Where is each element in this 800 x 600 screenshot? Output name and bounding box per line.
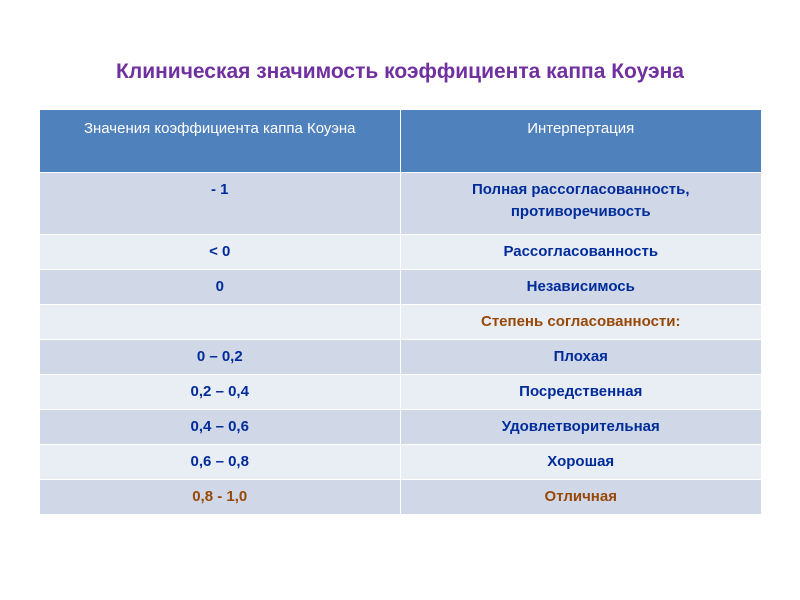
cell-value: 0 – 0,2 [40,339,400,374]
table-row [40,479,761,514]
table-row [40,374,761,409]
cell-interpretation: Отличная [400,479,761,514]
cell-value: 0 [40,269,400,304]
cell-value: 0,8 - 1,0 [40,479,400,514]
cell-value: 0,6 – 0,8 [40,444,400,479]
cell-value: < 0 [40,234,400,269]
slide-title: Клиническая значимость коэффициента каппа Коуэна [116,60,684,83]
cell-value: 0,4 – 0,6 [40,409,400,444]
table-row [40,234,761,269]
cell-interpretation: Плохая [400,339,761,374]
cell-interpretation: Хорошая [400,444,761,479]
header-values: Значения коэффициента каппа Коуэна [40,110,400,172]
cell-interpretation: Полная рассогласованность, противоречивость [400,172,761,234]
table-header-row [40,110,761,172]
cell-value: 0,2 – 0,4 [40,374,400,409]
table-row [40,339,761,374]
table-row [40,409,761,444]
table-row [40,269,761,304]
cell-interpretation: Степень согласованности: [400,304,761,339]
cell-value [40,304,400,339]
table-row [40,444,761,479]
cell-interpretation: Рассогласованность [400,234,761,269]
header-interpretation: Интерпертация [400,110,761,172]
table-row [40,172,761,234]
cell-interpretation: Посредственная [400,374,761,409]
table-row [40,304,761,339]
kappa-table [40,110,761,514]
cell-interpretation: Удовлетворительная [400,409,761,444]
cell-value: - 1 [40,172,400,234]
cell-interpretation: Независимось [400,269,761,304]
